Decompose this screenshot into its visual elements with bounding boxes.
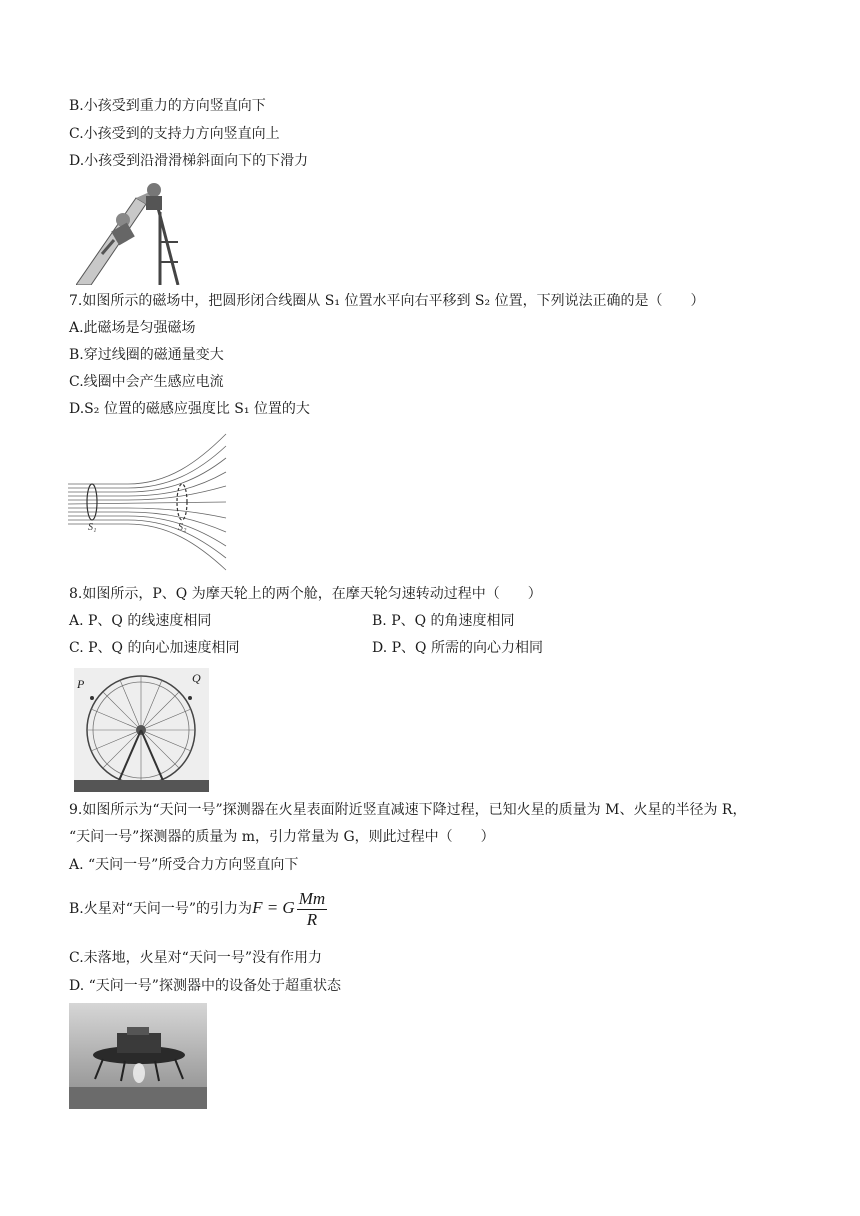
q9-stem-line1: 9.如图所示为“天问一号”探测器在火星表面附近竖直减速下降过程，已知火星的质量为 M、火星的半径为 R， — [69, 802, 747, 818]
q-label: Q — [192, 671, 201, 685]
q9-option-b-text: B.火星对“天问一号”的引力为 — [69, 901, 253, 917]
ferris-wheel-figure — [74, 668, 209, 792]
q7-option-b: B.穿过线圈的磁通量变大 — [69, 347, 224, 363]
fraction-denominator: R — [306, 909, 318, 929]
q8-option-d: D. P、Q 所需的向心力相同 — [372, 640, 543, 656]
q7-option-c: C.线圈中会产生感应电流 — [69, 374, 224, 390]
lander-figure — [69, 1003, 207, 1109]
gravity-fraction — [297, 889, 327, 930]
q6-option-d: D.小孩受到沿滑滑梯斜面向下的下滑力 — [69, 153, 309, 169]
q9-stem-line2: “天问一号”探测器的质量为 m，引力常量为 G，则此过程中（ ） — [69, 829, 495, 845]
q6-option-c: C.小孩受到的支持力方向竖直向上 — [69, 126, 280, 142]
q8-option-a: A. P、Q 的线速度相同 — [69, 613, 212, 629]
q8-stem: 8.如图所示，P、Q 为摩天轮上的两个舱，在摩天轮匀速转动过程中（ ） — [69, 586, 542, 602]
q8-option-c: C. P、Q 的向心加速度相同 — [69, 640, 240, 656]
q9-option-b — [69, 886, 327, 931]
q9-option-d: D. “天问一号”探测器中的设备处于超重状态 — [69, 978, 341, 994]
q7-option-d: D.S₂ 位置的磁感应强度比 S₁ 位置的大 — [69, 401, 310, 417]
q9-option-c: C.未落地，火星对“天问一号”没有作用力 — [69, 950, 322, 966]
q9-option-a: A. “天问一号”所受合力方向竖直向下 — [69, 857, 299, 873]
q8-option-b: B. P、Q 的角速度相同 — [372, 613, 515, 629]
s1-label: S₁ — [88, 522, 97, 533]
q6-option-b: B.小孩受到重力的方向竖直向下 — [69, 98, 266, 114]
formula-lhs: F = G — [252, 898, 295, 917]
q7-stem: 7.如图所示的磁场中，把圆形闭合线圈从 S₁ 位置水平向右平移到 S₂ 位置，下列说法正确的是（ ） — [69, 293, 705, 309]
magnetic-field-figure — [68, 432, 228, 572]
fraction-numerator: Mm — [298, 888, 326, 908]
q7-option-a: A.此磁场是匀强磁场 — [69, 320, 196, 336]
s2-label: S₂ — [178, 522, 187, 533]
slide-figure — [76, 182, 181, 285]
p-label: P — [77, 677, 85, 691]
